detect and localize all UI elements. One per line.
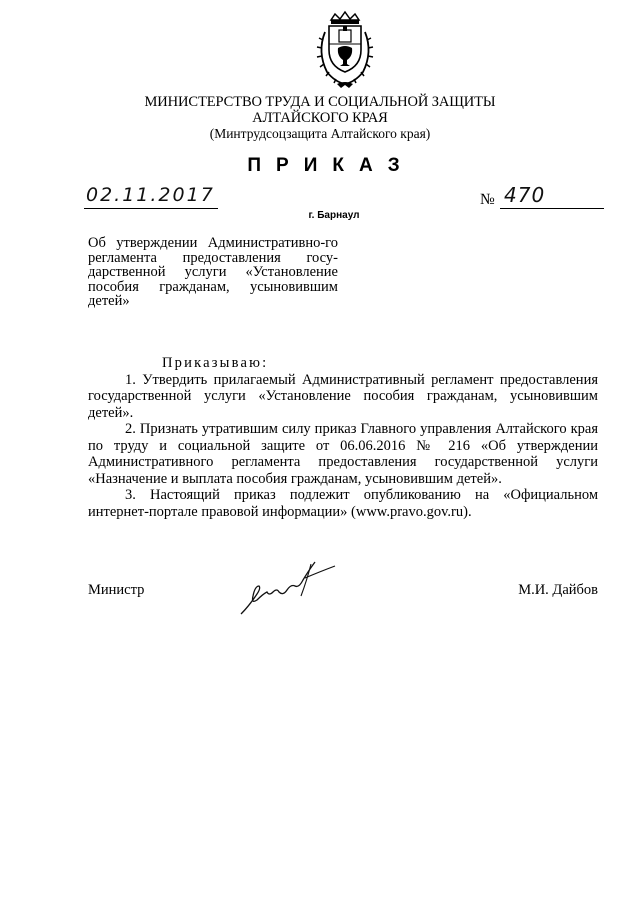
signer-name: М.И. Дайбов (518, 582, 598, 598)
document-subject: Об утверждении Административно-го регламента предоставления госу-дарственной услуги «Установление пособия гражданам, усыновившим детей» (88, 235, 338, 309)
ministry-short-name: (Минтрудсоцзащита Алтайского края) (209, 126, 431, 141)
order-lead: Приказываю: (162, 355, 269, 371)
order-body (88, 355, 598, 520)
order-paragraph-1: 1. Утвердить прилагаемый Административный регламент предоставления государственной услуги «Установление пособия гражданам, усыновившим детей». (88, 371, 598, 421)
signature-icon (235, 556, 343, 620)
date-underline (84, 208, 218, 209)
number-underline (500, 208, 604, 209)
issue-city: г. Барнаул (308, 210, 360, 221)
ministry-name-line1: МИНИСТЕРСТВО ТРУДА И СОЦИАЛЬНОЙ ЗАЩИТЫ (144, 94, 496, 110)
number-sign: № (480, 191, 495, 208)
document-type-title: ПРИКАЗ (247, 155, 415, 176)
handwritten-date: 02.11.2017 (86, 184, 215, 206)
order-paragraph-2: 2. Признать утратившим силу приказ Главного управления Алтайского края по труду и социальной защите от 06.06.2016 № 216 «Об утверждении Административного регламента предоставления государственной услуги «Назначение и выплата пособия гражданам, усыновившим детей». (88, 421, 598, 487)
signer-position: Министр (88, 582, 145, 598)
coat-of-arms-icon (309, 10, 381, 90)
order-paragraph-3: 3. Настоящий приказ подлежит опубликованию на «Официальном интернет-портале правовой информации» (www.pravo.gov.ru). (88, 487, 598, 520)
handwritten-number: 470 (504, 183, 546, 207)
ministry-header (0, 94, 640, 142)
ministry-name-line2: АЛТАЙСКОГО КРАЯ (252, 110, 388, 126)
